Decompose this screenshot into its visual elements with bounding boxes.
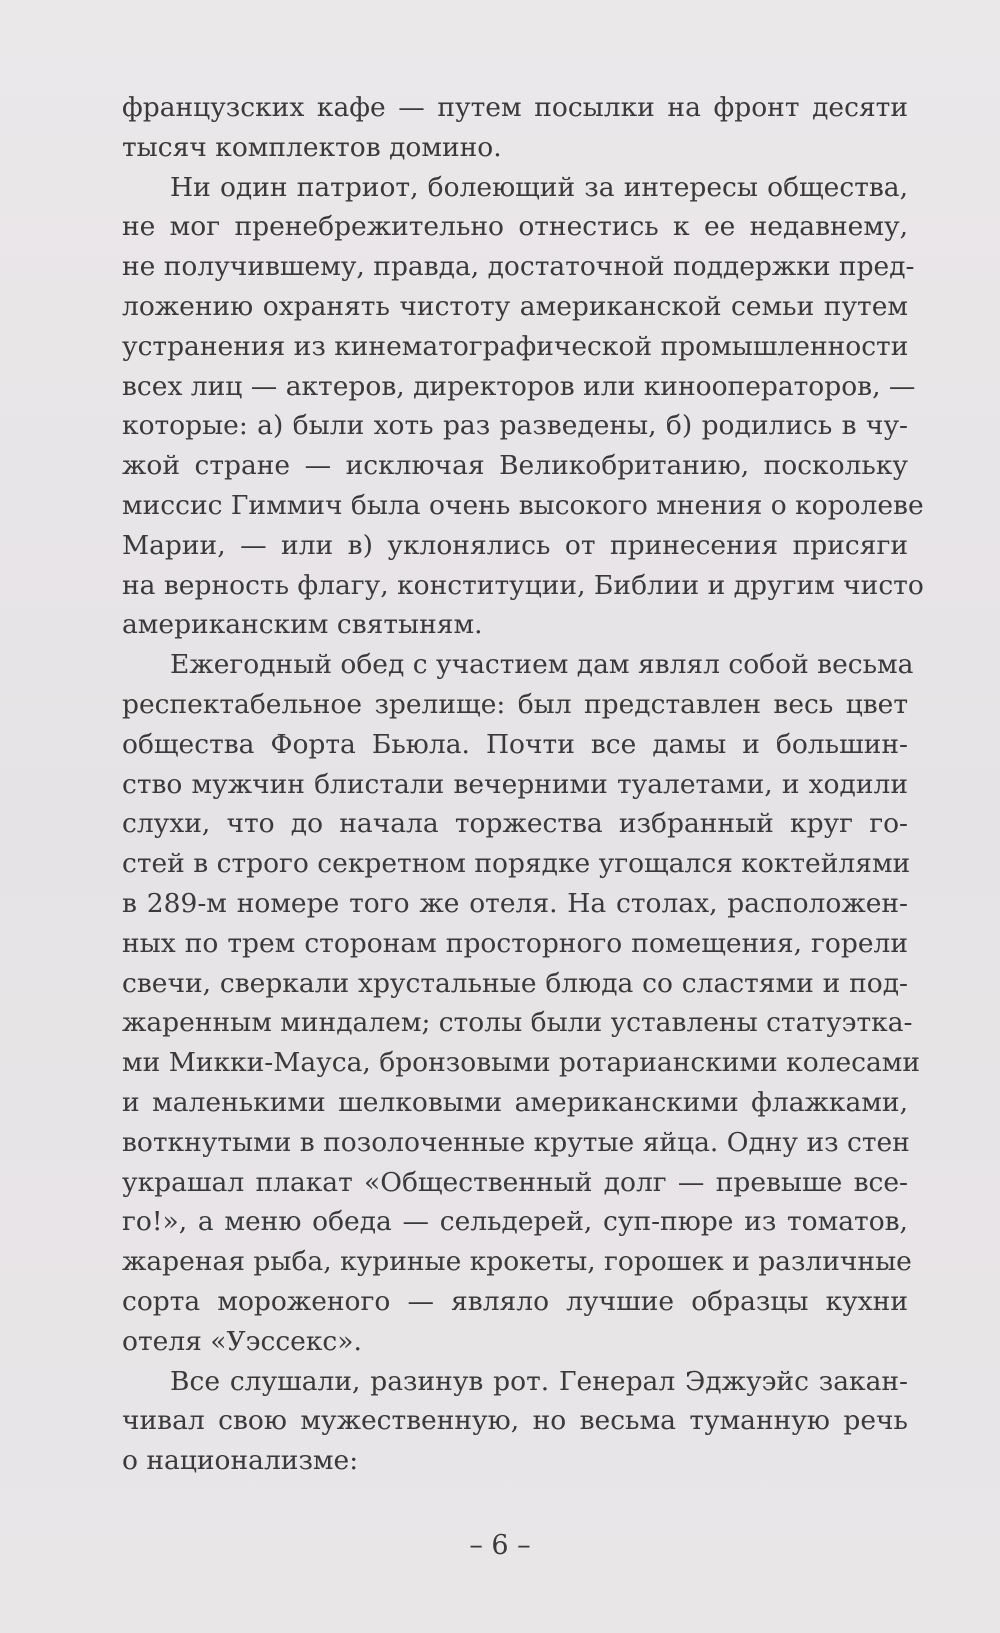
text-line: общества Форта Бьюла. Почти все дамы и большин-	[122, 728, 908, 760]
text-line: Ежегодный обед с участием дам являл собой весьма	[170, 649, 914, 681]
paragraph-3	[122, 645, 921, 1361]
text-line: Ни один патриот, болеющий за интересы общества,	[170, 171, 908, 203]
text-line: жареная рыба, куриные крокеты, горошек и различные	[122, 1246, 912, 1278]
text-line: воткнутыми в позолоченные крутые яйца. Одну из стен	[122, 1126, 910, 1158]
text-line: респектабельное зрелище: был представлен весь цвет	[122, 688, 908, 720]
text-line: о национализме:	[122, 1445, 359, 1477]
paragraph-1	[122, 88, 908, 168]
text-line: на верность флагу, конституции, Библии и другим чисто	[122, 569, 924, 601]
text-line: Марии, — или в) уклонялись от принесения присяги	[122, 529, 908, 561]
text-line: ных по трем сторонам просторного помещения, горели	[122, 927, 908, 959]
text-line: отеля «Уэссекс».	[122, 1325, 362, 1357]
text-line: ложению охранять чистоту американской семьи путем	[122, 290, 908, 322]
paragraph-2	[122, 168, 924, 646]
text-line: стей в строго секретном порядке угощался коктейлями	[122, 848, 911, 880]
page-number: – 6 –	[469, 1530, 531, 1561]
body-text	[122, 88, 924, 1481]
text-line: Все слушали, разинув рот. Генерал Эджуэйс закан-	[170, 1365, 908, 1397]
text-line: сорта мороженого — являло лучшие образцы кухни	[122, 1285, 908, 1317]
text-line: французских кафе — путем посылки на фронт десяти	[122, 92, 908, 123]
text-line: слухи, что до начала торжества избранный круг го-	[122, 808, 908, 840]
text-line: жой стране — исключая Великобританию, поскольку	[122, 450, 908, 482]
text-line: всех лиц — актеров, директоров или кинооператоров, —	[122, 370, 916, 402]
text-line: не мог пренебрежительно отнестись к ее недавнему,	[122, 211, 908, 243]
text-line: устранения из кинематографической промышленности	[122, 330, 909, 362]
text-line: чивал свою мужественную, но весьма туманную речь	[122, 1405, 908, 1437]
text-line: не получившему, правда, достаточной поддержки пред-	[122, 251, 915, 283]
text-line: го!», а меню обеда — сельдерей, суп-пюре из томатов,	[122, 1206, 908, 1238]
text-line: в 289-м номере того же отеля. На столах, расположен-	[122, 887, 908, 919]
paragraph-4	[122, 1362, 908, 1481]
text-line: жаренным миндалем; столы были уставлены статуэтка-	[122, 1007, 913, 1039]
text-line: свечи, сверкали хрустальные блюда со сластями и под-	[122, 967, 908, 999]
text-line: американским святыням.	[122, 609, 483, 641]
text-line: ми Микки-Мауса, бронзовыми ротарианскими колесами	[122, 1047, 921, 1079]
text-line: ство мужчин блистали вечерними туалетами, и ходили	[122, 768, 908, 800]
text-line: украшал плакат «Общественный долг — превыше все-	[122, 1166, 908, 1198]
text-line: тысяч комплектов домино.	[122, 131, 502, 163]
text-line: миссис Гиммич была очень высокого мнения о королеве	[122, 489, 924, 521]
text-line: и маленькими шелковыми американскими флажками,	[122, 1086, 908, 1118]
text-line: которые: а) были хоть раз разведены, б) родились в чу-	[122, 410, 908, 442]
